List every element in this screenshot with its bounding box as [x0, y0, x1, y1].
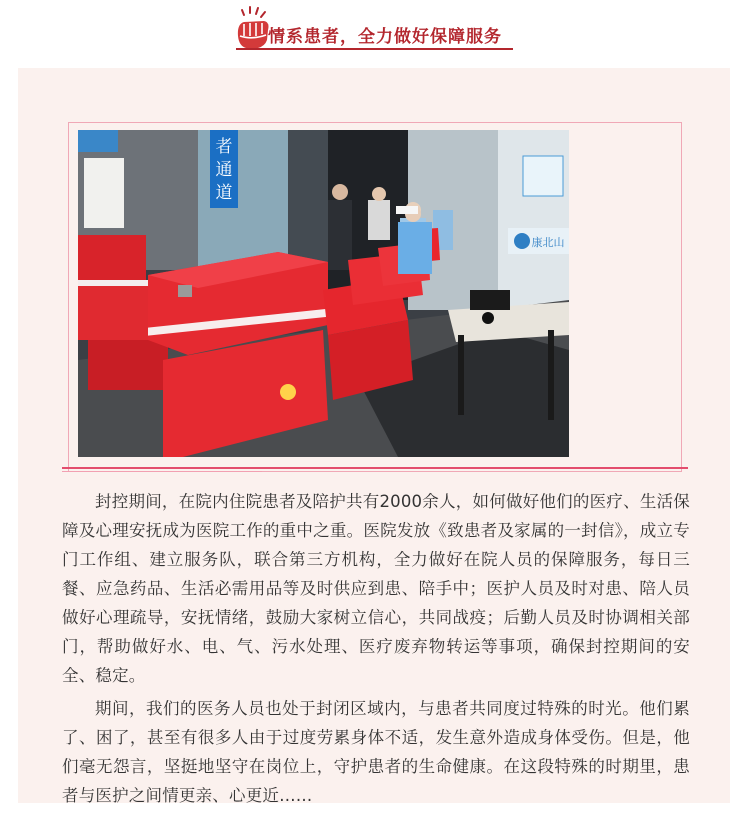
vertical-sign-char-3: 道 [215, 183, 233, 203]
vertical-sign-char-1: 者 [215, 137, 233, 157]
title-underline [236, 48, 513, 50]
paragraph-2: 期间，我们的医务人员也处于封闭区域内，与患者共同度过特殊的时光。他们累了、困了，甚至有很多人由于过度劳累身体不适，发生意外造成身体受伤。但是，他们毫无怨言，坚挺地坚守在岗位上，守护患者的生命健康。在这段特殊的时期里，患者与医护之间情更亲、心更近…… [62, 699, 690, 805]
photo-illustration [78, 130, 569, 457]
right-sign-text: 康北山 [531, 236, 565, 249]
paragraph-1: 封控期间，在院内住院患者及陪护共有2000余人，如何做好他们的医疗、生活保障及心理安抚成为医院工作的重中之重。医院发放《致患者及家属的一封信》，成立专门工作组、建立服务队，联合第三方机构，全力做好在院人员的保障服务，每日三餐、应急药品、生活必需用品等及时供应到患、陪手中；医护人员及时对患、陪人员做好心理疏导，安抚情绪，鼓励大家树立信心，共同战疫；后勤人员及时协调相关部门，帮助做好水、电、气、污水处理、医疗废弃物转运等事项，确保封控期间的安全、稳定。 [62, 492, 690, 685]
vertical-sign-char-2: 通 [215, 160, 233, 180]
hospital-entrance-photo [78, 130, 569, 457]
raised-fist-icon [234, 6, 272, 50]
article-body [62, 487, 690, 814]
accent-divider-thin [62, 471, 262, 472]
accent-divider [62, 467, 688, 469]
section-title: 情系患者，全力做好保障服务 [268, 27, 502, 47]
section-header [0, 0, 750, 60]
